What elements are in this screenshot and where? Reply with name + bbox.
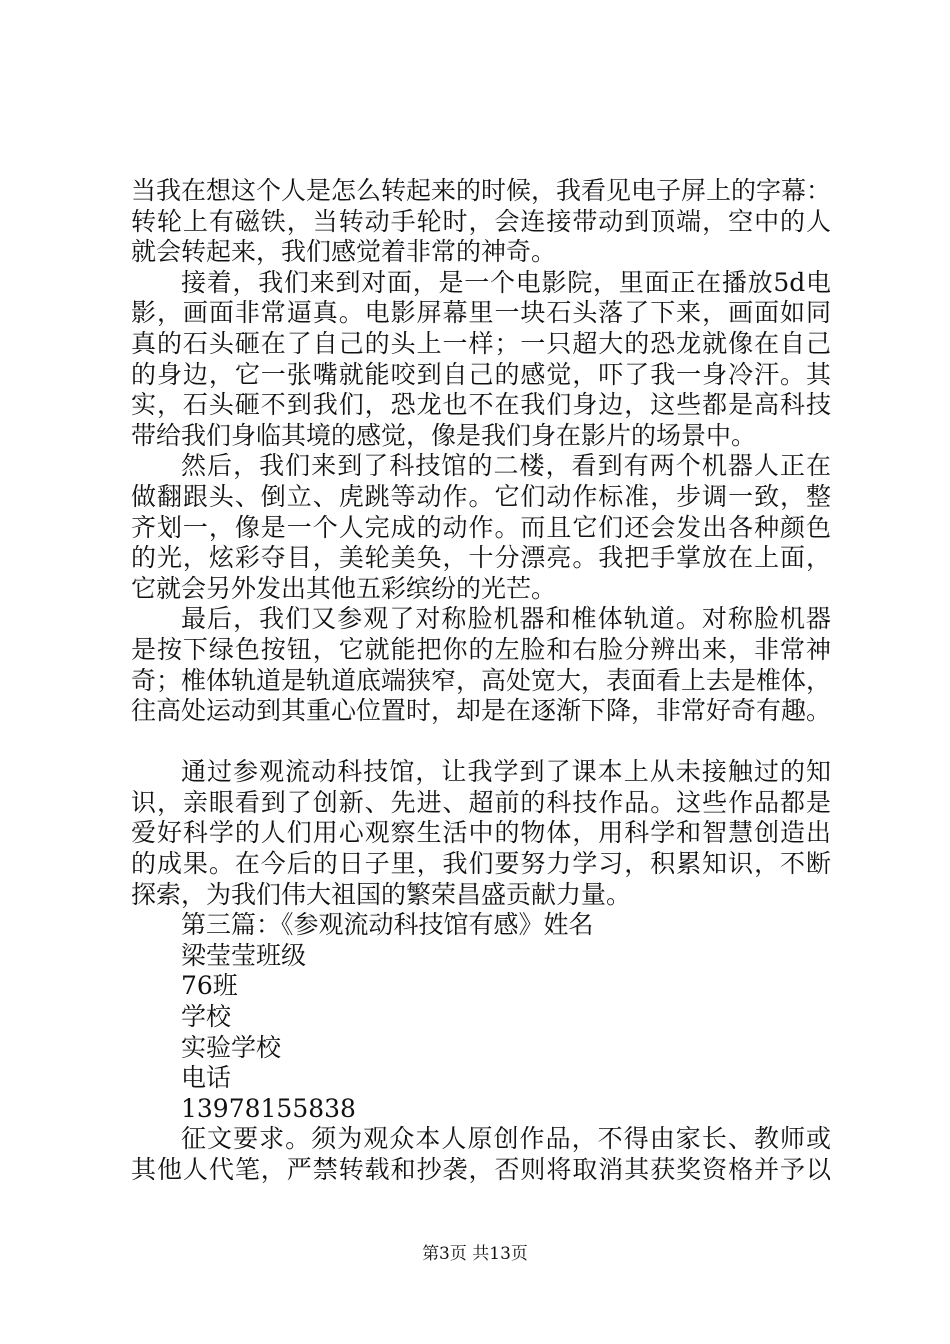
text-line: 其他人代笔，严禁转载和抄袭，否则将取消其获奖资格并予以 xyxy=(131,1155,831,1184)
document-body xyxy=(131,176,831,1186)
paragraph-first-line: 然后，我们来到了科技馆的二楼，看到有两个机器人正在 xyxy=(181,451,831,481)
class-value: 76班 xyxy=(181,971,238,1001)
text-line: 真的石头砸在了自己的头上一样；一只超大的恐龙就像在自己 xyxy=(131,328,831,358)
page-number: 第3页 共13页 xyxy=(422,1244,528,1264)
text-line: 的身边，它一张嘴就能咬到自己的感觉，吓了我一身冷汗。其 xyxy=(131,359,831,389)
paragraph-first-line: 接着，我们来到对面，是一个电影院，里面正在播放5d电 xyxy=(181,267,831,297)
text-line: 实，石头砸不到我们，恐龙也不在我们身边，这些都是高科技 xyxy=(131,390,831,420)
text-line: 就会转起来，我们感觉着非常的神奇。 xyxy=(131,237,557,267)
phone-label: 电话 xyxy=(181,1063,232,1093)
text-line: 是按下绿色按钮，它就能把你的左脸和右脸分辨出来，非常神 xyxy=(131,634,831,664)
section-heading: 第三篇：《参观流动科技馆有感》姓名 xyxy=(181,910,594,940)
paragraph-first-line: 征文要求。须为观众本人原创作品，不得由家长、教师或 xyxy=(181,1124,831,1154)
phone-value: 13978155838 xyxy=(181,1093,356,1123)
school-label: 学校 xyxy=(181,1002,232,1032)
text-line: 的成果。在今后的日子里，我们要努力学习，积累知识，不断 xyxy=(131,849,831,879)
blank-line xyxy=(131,727,831,758)
text-line: 它就会另外发出其他五彩缤纷的光芒。 xyxy=(131,573,557,603)
text-line: 影，画面非常逼真。电影屏幕里一块石头落了下来，画面如同 xyxy=(131,298,831,328)
text-line: 识，亲眼看到了创新、先进、超前的科技作品。这些作品都是 xyxy=(131,787,831,817)
text-line: 探索，为我们伟大祖国的繁荣昌盛贡献力量。 xyxy=(131,879,632,909)
text-line: 当我在想这个人是怎么转起来的时候，我看见电子屏上的字幕： xyxy=(131,176,831,205)
name-value: 梁莹莹班级 xyxy=(181,940,307,970)
text-line: 带给我们身临其境的感觉，像是我们身在影片的场景中。 xyxy=(131,420,757,450)
text-line: 的光，炫彩夺目，美轮美奂，十分漂亮。我把手掌放在上面， xyxy=(131,543,831,573)
paragraph-first-line: 通过参观流动科技馆，让我学到了课本上从未接触过的知 xyxy=(181,757,831,787)
text-line: 齐划一，像是一个人完成的动作。而且它们还会发出各种颜色 xyxy=(131,512,831,542)
text-line: 往高处运动到其重心位置时，却是在逐渐下降，非常好奇有趣。 xyxy=(131,696,831,726)
text-line: 爱好科学的人们用心观察生活中的物体，用科学和智慧创造出 xyxy=(131,818,831,848)
text-line: 转轮上有磁铁，当转动手轮时，会连接带动到顶端，空中的人 xyxy=(131,206,831,236)
school-value: 实验学校 xyxy=(181,1032,282,1062)
text-line: 奇；椎体轨道是轨道底端狭窄，高处宽大，表面看上去是椎体， xyxy=(131,665,831,695)
paragraph-first-line: 最后，我们又参观了对称脸机器和椎体轨道。对称脸机器 xyxy=(181,604,831,634)
text-line: 做翻跟头、倒立、虎跳等动作。它们动作标准，步调一致，整 xyxy=(131,481,831,511)
